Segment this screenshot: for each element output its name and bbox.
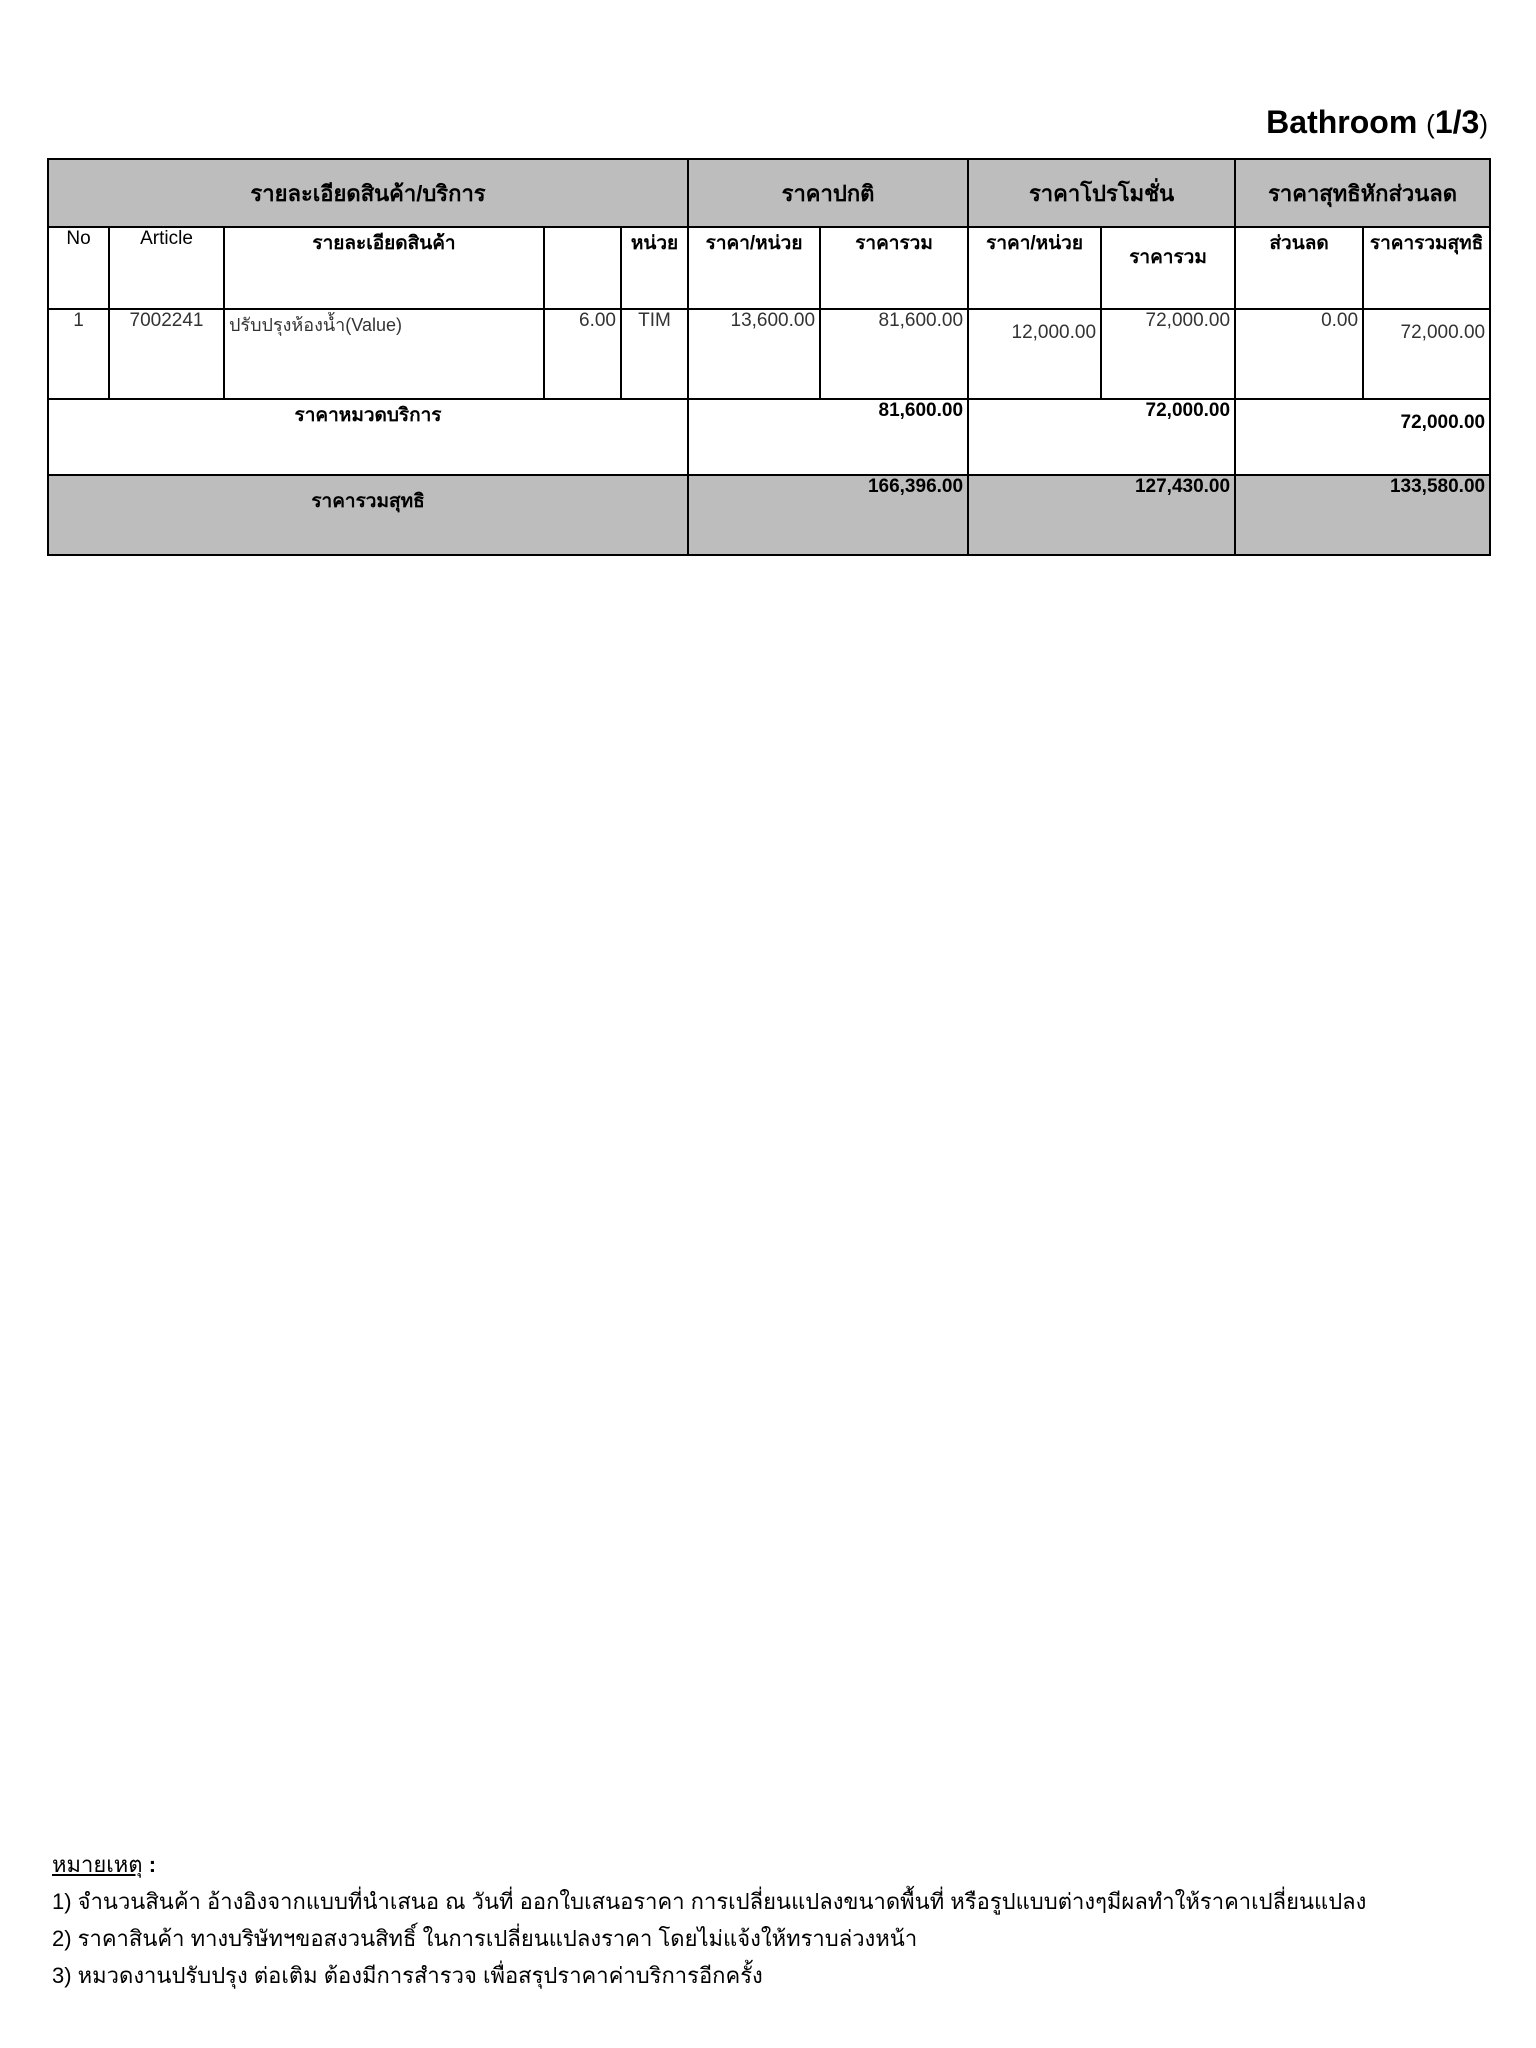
col-header-normal-total: ราคารวม — [820, 227, 968, 309]
cell-article: 7002241 — [109, 309, 224, 399]
quotation-table — [47, 158, 1491, 556]
notes-heading-colon: : — [148, 1852, 157, 1877]
cell-promo-total: 72,000.00 — [1101, 309, 1235, 399]
column-header-row — [48, 227, 1490, 309]
grand-total-normal: 166,396.00 — [688, 475, 968, 555]
page-title — [1266, 104, 1488, 141]
table-row — [48, 309, 1490, 399]
note-item-3: 3) หมวดงานปรับปรุง ต่อเติม ต้องมีการสำรวจ เพื่อสรุปราคาค่าบริการอีกครั้ง — [52, 1963, 763, 1988]
cell-qty: 6.00 — [544, 309, 621, 399]
group-header-normal-price: ราคาปกติ — [688, 159, 968, 227]
col-header-net-total: ราคารวมสุทธิ — [1363, 227, 1490, 309]
group-header-net-price: ราคาสุทธิหักส่วนลด — [1235, 159, 1490, 227]
col-header-description: รายละเอียดสินค้า — [224, 227, 544, 309]
grand-total-row — [48, 475, 1490, 555]
subtotal-net: 72,000.00 — [1235, 399, 1490, 475]
page-title-page-number: 1/3 — [1434, 104, 1480, 140]
notes-heading-text: หมายเหตุ — [52, 1852, 143, 1877]
cell-net-total: 72,000.00 — [1363, 309, 1490, 399]
page-title-open-paren: ( — [1426, 109, 1435, 139]
group-header-promo-price: ราคาโปรโมชั่น — [968, 159, 1235, 227]
cell-promo-unit-price: 12,000.00 — [968, 309, 1101, 399]
cell-discount: 0.00 — [1235, 309, 1363, 399]
col-header-promo-unit-price: ราคา/หน่วย — [968, 227, 1101, 309]
grand-total-net: 133,580.00 — [1235, 475, 1490, 555]
cell-description: ปรับปรุงห้องน้ำ(Value) — [224, 309, 544, 399]
cell-normal-unit-price: 13,600.00 — [688, 309, 820, 399]
grand-total-promo: 127,430.00 — [968, 475, 1235, 555]
cell-no: 1 — [48, 309, 109, 399]
col-header-discount: ส่วนลด — [1235, 227, 1363, 309]
grand-total-label: ราคารวมสุทธิ — [48, 475, 688, 555]
notes-section — [52, 1846, 1366, 1994]
col-header-no: No — [48, 227, 109, 309]
cell-unit: TIM — [621, 309, 688, 399]
subtotal-normal: 81,600.00 — [688, 399, 968, 475]
col-header-promo-total: ราคารวม — [1101, 227, 1235, 309]
group-header-row — [48, 159, 1490, 227]
subtotal-row — [48, 399, 1490, 475]
note-item-1: 1) จำนวนสินค้า อ้างอิงจากแบบที่นำเสนอ ณ วันที่ ออกใบเสนอราคา การเปลี่ยนแปลงขนาดพื้นที่ หรือรูปแบบต่างๆมีผลทำให้ราคาเปลี่ยนแปลง — [52, 1889, 1367, 1914]
subtotal-label: ราคาหมวดบริการ — [48, 399, 688, 475]
col-header-unit: หน่วย — [621, 227, 688, 309]
subtotal-promo: 72,000.00 — [968, 399, 1235, 475]
col-header-normal-unit-price: ราคา/หน่วย — [688, 227, 820, 309]
group-header-detail: รายละเอียดสินค้า/บริการ — [48, 159, 688, 227]
col-header-article: Article — [109, 227, 224, 309]
page-title-word: Bathroom — [1266, 104, 1418, 140]
note-item-2: 2) ราคาสินค้า ทางบริษัทฯขอสงวนสิทธิ์ ในการเปลี่ยนแปลงราคา โดยไม่แจ้งให้ทราบล่วงหน้า — [52, 1926, 918, 1951]
col-header-qty — [544, 227, 621, 309]
notes-heading — [52, 1846, 1366, 1883]
cell-normal-total: 81,600.00 — [820, 309, 968, 399]
page-title-close-paren: ) — [1479, 109, 1488, 139]
